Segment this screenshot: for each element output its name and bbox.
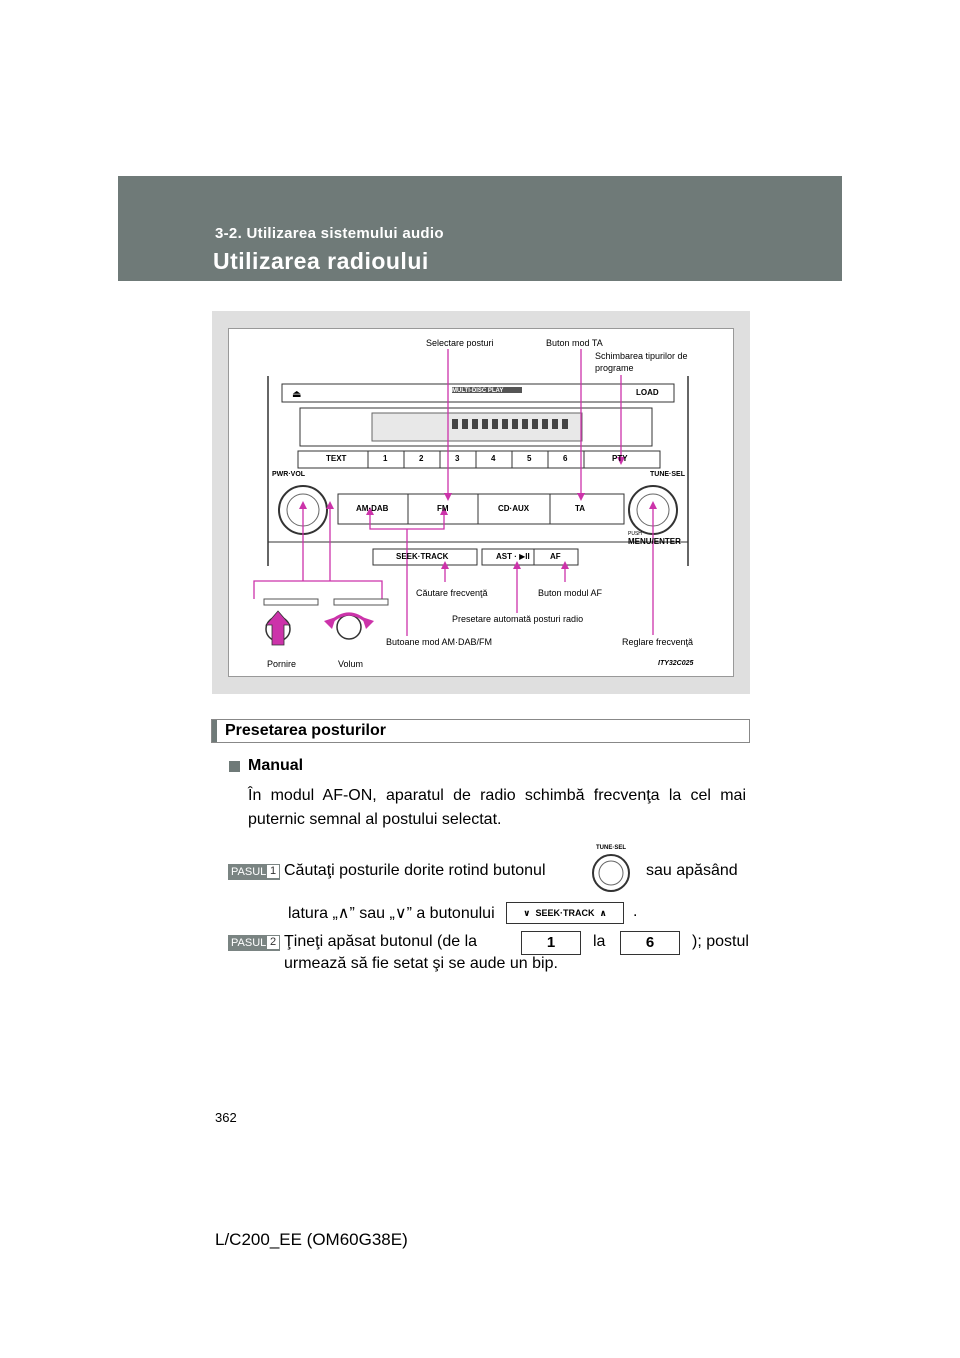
label-selectare-posturi: Selectare posturi bbox=[426, 338, 494, 348]
page-title: Utilizarea radioului bbox=[213, 248, 429, 274]
step-1-line2a: latura „∧” sau „∨” a butonului bbox=[288, 905, 495, 922]
label-buton-modul-af: Buton modul AF bbox=[538, 588, 603, 598]
unit-cd-aux: CD·AUX bbox=[498, 504, 530, 513]
preset-6-inline-button: 6 bbox=[620, 931, 680, 955]
unit-text: TEXT bbox=[326, 454, 347, 463]
seek-track-inline-button: ∨ SEEK·TRACK ∧ bbox=[506, 902, 624, 924]
tune-sel-knob-icon: TUNE·SEL bbox=[591, 845, 631, 893]
unit-af: AF bbox=[550, 552, 561, 561]
step-1-line1a: Căutaţi posturile dorite rotind butonul bbox=[284, 862, 546, 879]
label-pornire: Pornire bbox=[267, 659, 297, 669]
subsection-title: Presetarea posturilor bbox=[225, 722, 386, 739]
unit-multi-disc: MULTI-DISC PLAY bbox=[452, 388, 504, 394]
label-programe: programe bbox=[595, 363, 634, 373]
label-cautare-frecventa: Căutare frecvenţă bbox=[416, 588, 488, 598]
page-number: 362 bbox=[215, 1110, 237, 1125]
unit-preset-6: 6 bbox=[563, 454, 568, 463]
unit-menu-enter: MENU/ENTER bbox=[628, 537, 681, 546]
step-1-line2b: . bbox=[633, 903, 638, 920]
square-bullet-icon bbox=[229, 761, 240, 772]
unit-tune-sel: TUNE·SEL bbox=[650, 471, 685, 478]
section-label: 3-2. Utilizarea sistemului audio bbox=[215, 225, 444, 242]
figure-code: ITY32C025 bbox=[658, 660, 694, 667]
subsection-heading bbox=[211, 719, 750, 743]
unit-ast: AST · ▶II bbox=[496, 552, 530, 561]
unit-load: LOAD bbox=[636, 388, 659, 397]
chevron-down-icon: ∨ bbox=[523, 908, 531, 918]
label-buton-mod-ta: Buton mod TA bbox=[546, 338, 603, 348]
unit-pty: PTY bbox=[612, 454, 628, 463]
subsection-bar bbox=[212, 720, 217, 742]
unit-am-dab: AM·DAB bbox=[356, 504, 389, 513]
unit-ta: TA bbox=[575, 504, 586, 513]
unit-preset-5: 5 bbox=[527, 454, 532, 463]
radio-figure bbox=[212, 311, 750, 694]
chevron-up-icon: ∧ bbox=[599, 908, 607, 918]
label-volum: Volum bbox=[338, 659, 364, 669]
label-presetare-automata: Presetare automată posturi radio bbox=[452, 614, 584, 624]
label-reglare-frecventa: Reglare frecvenţă bbox=[622, 637, 694, 647]
unit-fm: FM bbox=[437, 504, 449, 513]
unit-seek-track: SEEK·TRACK bbox=[396, 552, 449, 561]
preset-row bbox=[298, 451, 660, 468]
unit-preset-1: 1 bbox=[383, 454, 388, 463]
step-1-line1b: sau apăsând bbox=[646, 862, 738, 879]
step-2-line1b: ); postul bbox=[692, 933, 749, 950]
step-2-line2: urmează să fie setat şi se aude un bip. bbox=[284, 955, 558, 972]
label-schimbarea-tipurilor: Schimbarea tipurilor de bbox=[595, 351, 688, 361]
document-code: L/C200_EE (OM60G38E) bbox=[215, 1230, 408, 1249]
unit-push: PUSH bbox=[628, 531, 642, 537]
intro-paragraph: În modul AF-ON, aparatul de radio schimbă frecvenţa la cel mai puternic semnal al postului selectat. bbox=[248, 787, 746, 828]
small-knob-illustrations bbox=[264, 599, 388, 645]
preset-1-inline-button: 1 bbox=[521, 931, 581, 955]
eject-icon: ⏏ bbox=[292, 389, 302, 400]
unit-preset-4: 4 bbox=[491, 454, 496, 463]
step-2-line1a: Ţineţi apăsat butonul (de la bbox=[284, 933, 478, 950]
step-1-tag: PASUL 1 bbox=[228, 864, 280, 880]
unit-preset-2: 2 bbox=[419, 454, 424, 463]
bullet-title: Manual bbox=[248, 757, 304, 774]
step-2-line1mid: la bbox=[593, 933, 606, 950]
unit-preset-3: 3 bbox=[455, 454, 460, 463]
unit-pwr-vol: PWR·VOL bbox=[272, 471, 306, 478]
step-2-tag: PASUL 2 bbox=[228, 935, 280, 951]
label-butoane-mod: Butoane mod AM·DAB/FM bbox=[386, 637, 493, 647]
chapter-header bbox=[118, 176, 842, 281]
